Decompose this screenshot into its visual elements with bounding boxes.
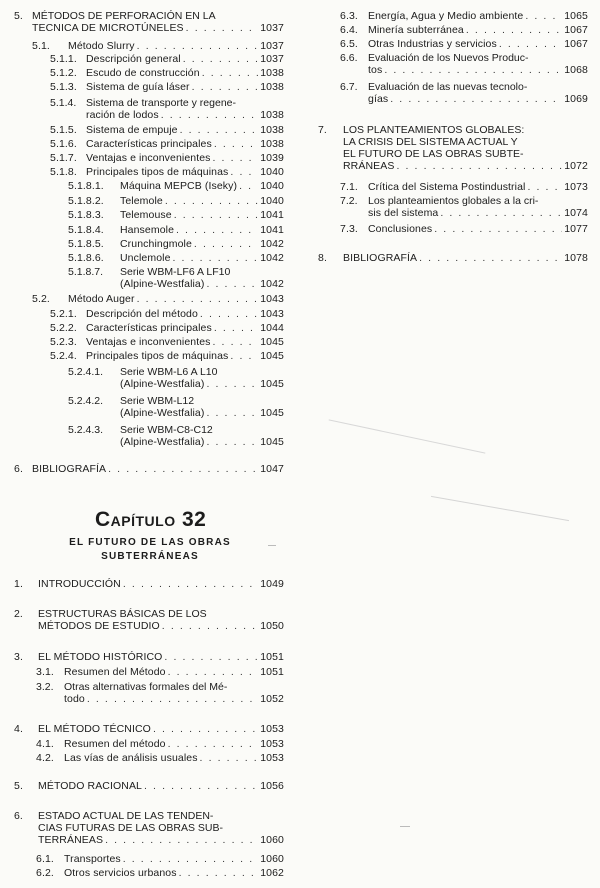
toc-title: Las vías de análisis usuales xyxy=(64,752,198,764)
toc-number: 7. xyxy=(318,124,327,136)
toc-entry-continuation xyxy=(343,136,518,148)
toc-number: 7.3. xyxy=(340,223,358,235)
toc-entry-continuation xyxy=(368,93,588,105)
toc-entry xyxy=(36,853,284,865)
toc-page-number: 1074 xyxy=(564,207,588,219)
toc-entry xyxy=(318,124,524,136)
dot-leader xyxy=(173,252,259,264)
toc-number: 1. xyxy=(14,578,23,590)
toc-number: 6.4. xyxy=(340,24,358,36)
scan-mark xyxy=(268,545,276,546)
toc-title: INTRODUCCIÓN xyxy=(38,578,121,590)
toc-entry xyxy=(14,780,284,792)
dot-leader xyxy=(108,463,258,475)
dot-leader xyxy=(214,322,258,334)
toc-number: 8. xyxy=(318,252,327,264)
dot-leader xyxy=(137,293,259,305)
toc-number: 3.2. xyxy=(36,681,54,693)
toc-page-number: 1040 xyxy=(260,180,284,192)
toc-number: 6.2. xyxy=(36,867,54,879)
toc-number: 6. xyxy=(14,463,23,475)
toc-entry xyxy=(68,395,194,407)
toc-entry xyxy=(50,350,284,362)
toc-entry-continuation xyxy=(343,160,588,172)
scan-mark xyxy=(431,496,569,521)
dot-leader xyxy=(214,138,258,150)
toc-page-number: 1042 xyxy=(260,238,284,250)
toc-number: 6.3. xyxy=(340,10,358,22)
toc-title: Método Auger xyxy=(68,293,135,305)
toc-number: 5.1.6. xyxy=(50,138,77,150)
toc-page-number: 1065 xyxy=(564,10,588,22)
toc-title: TERRÁNEAS xyxy=(38,834,104,846)
toc-title: EL FUTURO DE LAS OBRAS SUBTE- xyxy=(343,148,524,160)
toc-number: 5.2.3. xyxy=(50,336,77,348)
dot-leader xyxy=(168,738,259,750)
toc-title: Conclusiones xyxy=(368,223,433,235)
toc-entry-continuation xyxy=(64,693,284,705)
toc-page-number: 1045 xyxy=(260,436,284,448)
toc-page-number: 1040 xyxy=(260,195,284,207)
toc-entry xyxy=(14,608,207,620)
dot-leader xyxy=(144,780,258,792)
toc-title: Otras Industrias y servicios xyxy=(368,38,497,50)
toc-entry xyxy=(50,67,284,79)
toc-number: 7.2. xyxy=(340,195,358,207)
dot-leader xyxy=(396,160,562,172)
toc-title: Evaluación de los Nuevos Produc- xyxy=(368,52,529,64)
toc-number: 5.1.2. xyxy=(50,67,77,79)
toc-number: 5.2.2. xyxy=(50,322,77,334)
toc-entry xyxy=(14,723,284,735)
toc-entry xyxy=(50,138,284,150)
toc-page-number: 1040 xyxy=(260,166,284,178)
toc-entry xyxy=(36,867,284,879)
dot-leader xyxy=(180,124,259,136)
toc-entry xyxy=(340,181,588,193)
toc-page-number: 1043 xyxy=(260,293,284,305)
toc-page-number: 1078 xyxy=(564,252,588,264)
toc-number: 5.1.8.6. xyxy=(68,252,104,264)
dot-leader xyxy=(168,666,259,678)
toc-page-number: 1077 xyxy=(564,223,588,235)
toc-entry xyxy=(340,52,529,64)
chapter-heading xyxy=(95,508,206,532)
toc-number: 5.1.7. xyxy=(50,152,77,164)
dot-leader xyxy=(206,378,258,390)
toc-title: Minería subterránea xyxy=(368,24,464,36)
toc-title: Unclemole xyxy=(120,252,171,264)
toc-page-number: 1073 xyxy=(564,181,588,193)
toc-title: LA CRISIS DEL SISTEMA ACTUAL Y xyxy=(343,136,518,148)
chapter-word-initial: C xyxy=(95,508,111,531)
toc-entry xyxy=(50,97,236,109)
toc-page-number: 1052 xyxy=(260,693,284,705)
toc-entry xyxy=(14,810,213,822)
toc-entry-continuation xyxy=(32,22,284,34)
toc-entry-continuation xyxy=(120,278,284,290)
toc-entry xyxy=(50,124,284,136)
dot-leader xyxy=(202,67,259,79)
toc-entry xyxy=(14,578,284,590)
toc-title: Transportes xyxy=(64,853,121,865)
toc-entry xyxy=(36,752,284,764)
toc-entry-continuation xyxy=(86,109,284,121)
dot-leader xyxy=(206,436,258,448)
toc-number: 6.5. xyxy=(340,38,358,50)
toc-entry xyxy=(50,81,284,93)
toc-page-number: 1049 xyxy=(260,578,284,590)
toc-number: 5.2.1. xyxy=(50,308,77,320)
toc-title: LOS PLANTEAMIENTOS GLOBALES: xyxy=(343,124,525,136)
toc-entry xyxy=(68,209,284,221)
toc-entry-continuation xyxy=(38,822,223,834)
toc-page-number: 1041 xyxy=(260,224,284,236)
dot-leader xyxy=(161,109,259,121)
dot-leader xyxy=(213,152,259,164)
toc-page-number: 1037 xyxy=(260,22,284,34)
toc-title: (Alpine-Westfalia) xyxy=(120,278,205,290)
toc-title: Principales tipos de máquinas xyxy=(86,166,229,178)
toc-entry xyxy=(68,180,284,192)
toc-title: sis del sistema xyxy=(368,207,439,219)
toc-page-number: 1045 xyxy=(260,378,284,390)
toc-entry xyxy=(68,266,230,278)
toc-page-number: 1053 xyxy=(260,738,284,750)
toc-title: Sistema de empuje xyxy=(86,124,178,136)
toc-title: Evaluación de las nuevas tecnolo- xyxy=(368,81,528,93)
toc-title: Otras alternativas formales del Mé- xyxy=(64,681,228,693)
toc-page-number: 1050 xyxy=(260,620,284,632)
toc-entry xyxy=(340,24,588,36)
toc-title: Resumen del método xyxy=(64,738,166,750)
dot-leader xyxy=(525,10,562,22)
toc-title: BIBLIOGRAFÍA xyxy=(32,463,107,475)
toc-number: 5.1.8.1. xyxy=(68,180,104,192)
toc-number: 5.2.4.3. xyxy=(68,424,104,436)
toc-number: 5.2.4.2. xyxy=(68,395,104,407)
toc-entry xyxy=(32,40,284,52)
toc-page-number: 1060 xyxy=(260,853,284,865)
dot-leader xyxy=(419,252,562,264)
toc-number: 5.2.4.1. xyxy=(68,366,104,378)
toc-title: Energía, Agua y Medio ambiente xyxy=(368,10,524,22)
toc-number: 6. xyxy=(14,810,23,822)
toc-number: 4. xyxy=(14,723,23,735)
toc-page-number: 1038 xyxy=(260,67,284,79)
toc-entry-continuation xyxy=(38,620,284,632)
dot-leader xyxy=(200,308,258,320)
toc-entry xyxy=(32,293,284,305)
toc-title: gías xyxy=(368,93,389,105)
toc-entry-continuation xyxy=(368,64,588,76)
dot-leader xyxy=(499,38,562,50)
toc-entry xyxy=(68,366,217,378)
toc-page-number: 1045 xyxy=(260,336,284,348)
dot-leader xyxy=(105,834,258,846)
toc-title: CIAS FUTURAS DE LAS OBRAS SUB- xyxy=(38,822,223,834)
scan-mark xyxy=(400,826,410,827)
toc-page-number: 1045 xyxy=(260,407,284,419)
toc-title: Sistema de guía láser xyxy=(86,81,190,93)
toc-entry xyxy=(340,195,538,207)
toc-entry xyxy=(50,308,284,320)
dot-leader xyxy=(239,180,258,192)
toc-title: MÉTODOS DE ESTUDIO xyxy=(38,620,160,632)
toc-entry xyxy=(68,424,213,436)
toc-page-number: 1051 xyxy=(260,651,284,663)
dot-leader xyxy=(137,40,259,52)
dot-leader xyxy=(123,578,258,590)
toc-entry xyxy=(68,252,284,264)
toc-entry xyxy=(36,681,227,693)
toc-page-number: 1038 xyxy=(260,138,284,150)
dot-leader xyxy=(384,64,562,76)
toc-title: Descripción del método xyxy=(86,308,198,320)
toc-title: Escudo de construcción xyxy=(86,67,200,79)
toc-number: 4.2. xyxy=(36,752,54,764)
toc-page-number: 1067 xyxy=(564,38,588,50)
toc-title: Máquina MEPCB (Iseky) xyxy=(120,180,238,192)
dot-leader xyxy=(176,224,258,236)
toc-title: (Alpine-Westfalia) xyxy=(120,378,205,390)
toc-title: RRÁNEAS xyxy=(343,160,395,172)
toc-page-number: 1038 xyxy=(260,124,284,136)
toc-entry xyxy=(14,10,216,22)
dot-leader xyxy=(230,166,258,178)
toc-title: tos xyxy=(368,64,383,76)
toc-entry-continuation xyxy=(120,378,284,390)
toc-number: 5.1.8.5. xyxy=(68,238,104,250)
dot-leader xyxy=(434,223,562,235)
toc-number: 5.1.4. xyxy=(50,97,77,109)
toc-entry xyxy=(50,152,284,164)
toc-entry-continuation xyxy=(38,834,284,846)
toc-title: Ventajas e inconvenientes xyxy=(86,152,211,164)
toc-title: EL MÉTODO HISTÓRICO xyxy=(38,651,163,663)
toc-page-number: 1037 xyxy=(260,53,284,65)
toc-title: (Alpine-Westfalia) xyxy=(120,407,205,419)
toc-title: Características principales xyxy=(86,138,212,150)
toc-title: Crunchingmole xyxy=(120,238,192,250)
chapter-subtitle-line-1: EL FUTURO DE LAS OBRAS xyxy=(69,537,231,548)
toc-entry xyxy=(340,81,527,93)
toc-title: Telemouse xyxy=(120,209,172,221)
toc-entry xyxy=(68,195,284,207)
toc-number: 5.1.8.4. xyxy=(68,224,104,236)
toc-title: Descripción general xyxy=(86,53,181,65)
dot-leader xyxy=(165,195,258,207)
toc-page-number: 1060 xyxy=(260,834,284,846)
dot-leader xyxy=(206,407,258,419)
toc-title: Serie WBM-LF6 A LF10 xyxy=(120,266,231,278)
toc-title: Ventajas e inconvenientes xyxy=(86,336,211,348)
toc-number: 6.6. xyxy=(340,52,358,64)
toc-title: Método Slurry xyxy=(68,40,135,52)
toc-entry xyxy=(68,238,284,250)
toc-entry xyxy=(14,463,284,475)
toc-page-number: 1041 xyxy=(260,209,284,221)
toc-number: 5.1.8.3. xyxy=(68,209,104,221)
toc-page-number: 1072 xyxy=(564,160,588,172)
toc-title: todo xyxy=(64,693,85,705)
dot-leader xyxy=(179,867,259,879)
toc-page-number: 1038 xyxy=(260,109,284,121)
toc-page-number: 1043 xyxy=(260,308,284,320)
toc-number: 3.1. xyxy=(36,666,54,678)
toc-title: BIBLIOGRAFÍA xyxy=(343,252,418,264)
toc-number: 5.1.8.7. xyxy=(68,266,104,278)
dot-leader xyxy=(466,24,562,36)
dot-leader xyxy=(213,336,259,348)
toc-entry xyxy=(50,322,284,334)
dot-leader xyxy=(230,350,258,362)
chapter-word-rest: APÍTULO xyxy=(110,513,176,529)
toc-title: MÉTODOS DE PERFORACIÓN EN LA xyxy=(32,10,216,22)
toc-title: (Alpine-Westfalia) xyxy=(120,436,205,448)
toc-number: 5.2.4. xyxy=(50,350,77,362)
toc-entry xyxy=(340,223,588,235)
toc-title: Otros servicios urbanos xyxy=(64,867,177,879)
toc-title: MÉTODO RACIONAL xyxy=(38,780,142,792)
toc-page-number: 1067 xyxy=(564,24,588,36)
toc-title: ESTRUCTURAS BÁSICAS DE LOS xyxy=(38,608,207,620)
toc-page-number: 1053 xyxy=(260,723,284,735)
dot-leader xyxy=(194,238,258,250)
dot-leader xyxy=(162,620,258,632)
toc-page-number: 1042 xyxy=(260,278,284,290)
toc-number: 6.1. xyxy=(36,853,54,865)
toc-title: ESTADO ACTUAL DE LAS TENDEN- xyxy=(38,810,214,822)
toc-title: Hansemole xyxy=(120,224,175,236)
dot-leader xyxy=(440,207,562,219)
toc-title: Sistema de transporte y regene- xyxy=(86,97,236,109)
toc-page-number: 1037 xyxy=(260,40,284,52)
toc-page-number: 1042 xyxy=(260,252,284,264)
dot-leader xyxy=(390,93,562,105)
dot-leader xyxy=(87,693,258,705)
toc-page-number: 1044 xyxy=(260,322,284,334)
toc-entry xyxy=(50,53,284,65)
toc-entry xyxy=(50,166,284,178)
toc-number: 7.1. xyxy=(340,181,358,193)
dot-leader xyxy=(164,651,258,663)
toc-number: 5.1.1. xyxy=(50,53,77,65)
toc-title: EL MÉTODO TÉCNICO xyxy=(38,723,151,735)
toc-entry-continuation xyxy=(120,436,284,448)
toc-number: 5.1.5. xyxy=(50,124,77,136)
toc-page-number: 1045 xyxy=(260,350,284,362)
toc-title: Crítica del Sistema Postindustrial xyxy=(368,181,526,193)
toc-entry-continuation xyxy=(343,148,523,160)
toc-number: 5.1.8. xyxy=(50,166,77,178)
dot-leader xyxy=(527,181,562,193)
toc-number: 5.1.8.2. xyxy=(68,195,104,207)
toc-entry xyxy=(50,336,284,348)
toc-title: Características principales xyxy=(86,322,212,334)
toc-page-number: 1051 xyxy=(260,666,284,678)
toc-title: Telemole xyxy=(120,195,163,207)
toc-entry-continuation xyxy=(120,407,284,419)
toc-page-number: 1056 xyxy=(260,780,284,792)
dot-leader xyxy=(174,209,259,221)
dot-leader xyxy=(200,752,259,764)
toc-entry xyxy=(340,38,588,50)
chapter-number: 32 xyxy=(181,508,207,531)
toc-title: Serie WBM-L6 A L10 xyxy=(120,366,218,378)
toc-number: 3. xyxy=(14,651,23,663)
toc-entry-continuation xyxy=(368,207,588,219)
dot-leader xyxy=(183,53,259,65)
toc-entry xyxy=(340,10,588,22)
toc-entry xyxy=(68,224,284,236)
dot-leader xyxy=(206,278,258,290)
toc-entry xyxy=(14,651,284,663)
toc-number: 5.2. xyxy=(32,293,50,305)
toc-entry xyxy=(36,738,284,750)
toc-title: ración de lodos xyxy=(86,109,159,121)
chapter-subtitle-line-2: SUBTERRÁNEAS xyxy=(101,551,199,562)
toc-number: 6.7. xyxy=(340,81,358,93)
toc-title: Serie WBM-C8-C12 xyxy=(120,424,213,436)
toc-page-number: 1039 xyxy=(260,152,284,164)
toc-number: 5. xyxy=(14,10,23,22)
toc-number: 5.1.3. xyxy=(50,81,77,93)
dot-leader xyxy=(123,853,259,865)
toc-page-number: 1069 xyxy=(564,93,588,105)
toc-title: Serie WBM-L12 xyxy=(120,395,195,407)
toc-number: 5. xyxy=(14,780,23,792)
toc-title: TECNICA DE MICROTÚNELES xyxy=(32,22,184,34)
dot-leader xyxy=(192,81,259,93)
toc-entry xyxy=(36,666,284,678)
toc-page-number: 1038 xyxy=(260,81,284,93)
toc-entry xyxy=(318,252,588,264)
toc-number: 5.1. xyxy=(32,40,50,52)
toc-title: Los planteamientos globales a la cri- xyxy=(368,195,539,207)
toc-number: 2. xyxy=(14,608,23,620)
toc-title: Principales tipos de máquinas xyxy=(86,350,229,362)
scan-mark xyxy=(329,419,486,453)
dot-leader xyxy=(186,22,259,34)
toc-page-number: 1053 xyxy=(260,752,284,764)
toc-number: 4.1. xyxy=(36,738,54,750)
toc-page-number: 1062 xyxy=(260,867,284,879)
toc-page-number: 1068 xyxy=(564,64,588,76)
toc-page-number: 1047 xyxy=(260,463,284,475)
dot-leader xyxy=(153,723,258,735)
toc-title: Resumen del Método xyxy=(64,666,166,678)
